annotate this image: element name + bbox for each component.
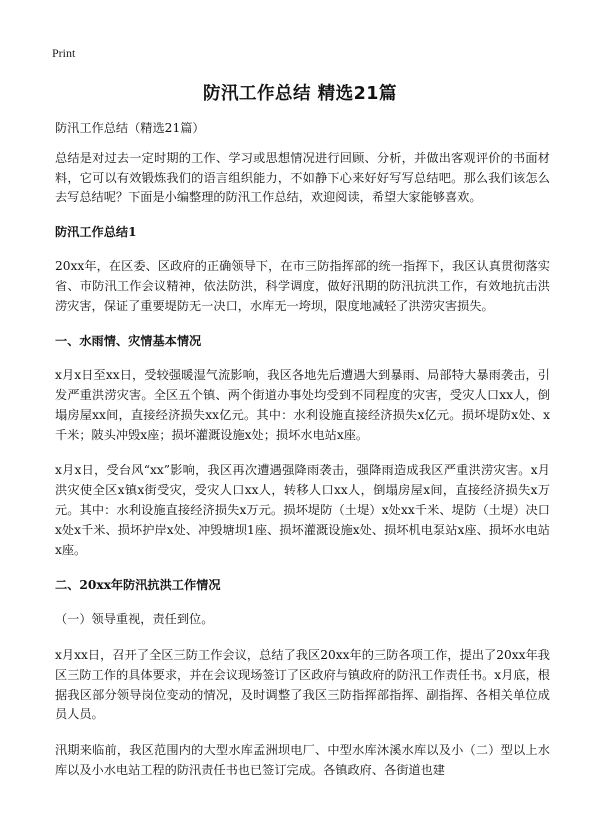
sub-heading: （一）领导重视，责任到位。 [55, 612, 214, 627]
document-body [55, 119, 550, 797]
body-paragraph: 汛期来临前，我区范围内的大型水库孟洲坝电厂、中型水库沐溪水库以及小（二）型以上水库以及小水电站工程的防汛责任书也已签订完成。各镇政府、各街道也建 [55, 743, 550, 777]
section-heading: 一、水雨情、灾情基本情况 [55, 334, 202, 349]
body-paragraph: x月xx日，召开了全区三防工作会议，总结了我区20xx年的三防各项工作，提出了20xx年我区三防工作的具体要求，并在会议现场签订了区政府与镇政府的防汛工作责任书。x月底，根据我区部分领导岗位变动的情况，及时调整了我区三防指挥部指挥、副指挥、各相关单位成员人员。 [55, 647, 550, 722]
intro-paragraph: 总结是对过去一定时期的工作、学习或思想情况进行回顾、分析，并做出客观评价的书面材料，它可以有效锻炼我们的语言组织能力，不如静下心来好好写写总结吧。那么我们该怎么去写总结呢？下面是小编整理的防汛工作总结，欢迎阅读，希望大家能够喜欢。 [55, 150, 550, 205]
body-paragraph: x月x日，受台风“xx”影响，我区再次遭遇强降雨袭击，强降雨造成我区严重洪涝灾害。x月洪灾使全区x镇x街受灾，受灾人口xx人，转移人口xx人，倒塌房屋x间，直接经济损失x万元。其中：水利设施直接经济损失x万元。损坏堤防（土堤）x处xx千米、堤防（土堤）决口x处x千米、损坏护岸x处、冲毁塘坝1座、损坏灌溉设施x处、损坏机电泵站x座、损坏水电站x座。 [55, 463, 550, 557]
body-paragraph: x月x日至xx日，受较强暖湿气流影响，我区各地先后遭遇大到暴雨、局部特大暴雨袭击，引发严重洪涝灾害。全区五个镇、两个街道办事处均受到不同程度的灾害，受灾人口xx人，倒塌房屋xx间，直接经济损失xx亿元。其中：水利设施直接经济损失x亿元。损坏堤防x处、x千米；陂头冲毁x座；损坏灌溉设施x处；损坏水电站x座。 [55, 368, 550, 442]
body-paragraph: 20xx年，在区委、区政府的正确领导下，在市三防指挥部的统一指挥下，我区认真贯彻落实省、市防汛工作会议精神，依法防洪，科学调度，做好汛期的防汛抗洪工作，有效地抗击洪涝灾害，保证了重要堤防无一决口，水库无一垮坝，限度地减轻了洪涝灾害损失。 [55, 258, 550, 313]
document-subtitle: 防汛工作总结（精选21篇） [55, 121, 205, 135]
document-title: 防汛工作总结 精选21篇 [203, 84, 397, 104]
print-label[interactable]: Print [52, 46, 76, 60]
section-heading: 二、20xx年防汛抗洪工作情况 [55, 578, 221, 593]
summary-heading: 防汛工作总结1 [55, 225, 137, 240]
